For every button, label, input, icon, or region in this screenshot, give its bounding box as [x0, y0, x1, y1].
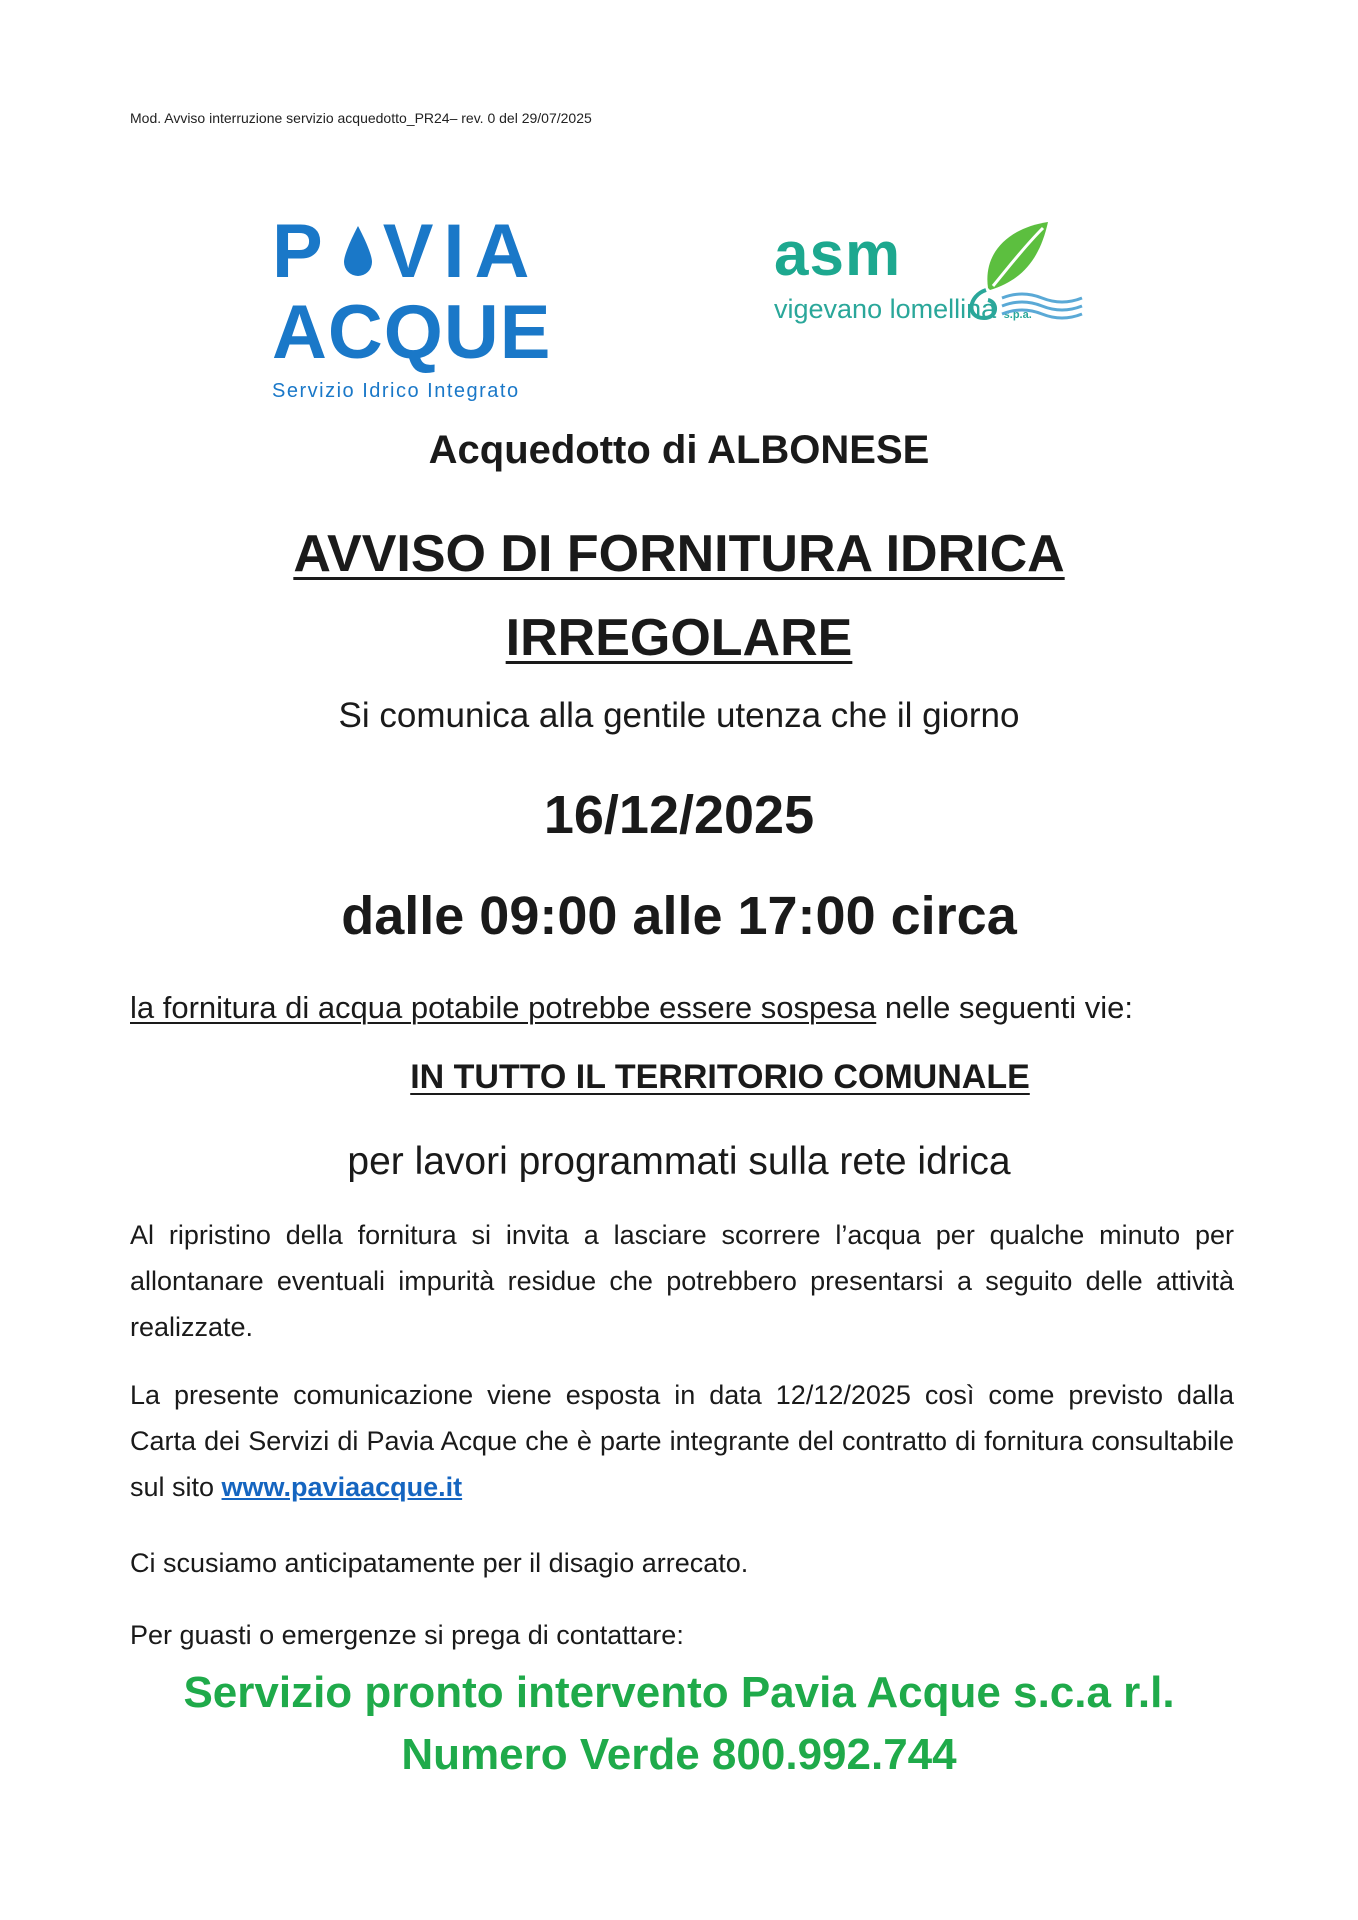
affected-area — [0, 1058, 1358, 1097]
interruption-time: dalle 09:00 alle 17:00 circa — [341, 886, 1017, 946]
toll-free-number: Numero Verde 800.992.744 — [401, 1730, 957, 1779]
asm-wordmark: asm — [774, 220, 902, 289]
exposure-paragraph — [130, 1372, 1234, 1510]
intro-text: Si comunica alla gentile utenza che il giorno — [338, 696, 1020, 735]
apology-text: Ci scusiamo anticipatamente per il disagio arrecato. — [130, 1548, 749, 1578]
affected-area-text: IN TUTTO IL TERRITORIO COMUNALE — [410, 1058, 1030, 1096]
contact-intro: Per guasti o emergenze si prega di contattare: — [130, 1620, 684, 1650]
asm-subtitle-text: vigevano lomellina — [774, 294, 997, 324]
emergency-service: Servizio pronto intervento Pavia Acque s.c.a r.l. — [183, 1668, 1175, 1717]
pavia-acque-logo — [272, 209, 562, 403]
logo-word-p: P — [272, 209, 333, 294]
website-link[interactable]: www.paviaacque.it — [221, 1472, 463, 1502]
logo-word-via: VIA — [382, 209, 540, 294]
supply-underlined: la fornitura di acqua potabile potrebbe essere sospesa — [130, 990, 877, 1025]
restore-paragraph: Al ripristino della fornitura si invita a lasciare scorrere l’acqua per qualche minuto per allontanare eventuali impurità residue che potrebbero presentarsi a seguito delle attività realizzate. — [130, 1220, 1234, 1342]
title-line-1: AVVISO DI FORNITURA IDRICA — [293, 525, 1065, 583]
aqueduct-name: Acquedotto di ALBONESE — [428, 428, 930, 472]
water-drop-icon — [341, 224, 375, 280]
model-revision-line: Mod. Avviso interruzione servizio acquedotto_PR24– rev. 0 del 29/07/2025 — [130, 110, 592, 126]
title-line-2: IRREGOLARE — [505, 609, 853, 667]
works-reason: per lavori programmati sulla rete idrica — [347, 1140, 1011, 1183]
interruption-date: 16/12/2025 — [543, 785, 815, 845]
logo-subtitle: Servizio Idrico Integrato — [272, 380, 520, 402]
leaf-wave-icon — [948, 218, 1088, 328]
logo-word-acque: ACQUE — [272, 290, 552, 375]
supply-notice — [130, 990, 1133, 1026]
asm-suffix: s.p.a. — [1003, 309, 1032, 321]
notice-title — [0, 512, 1358, 680]
supply-rest: nelle seguenti vie: — [876, 990, 1133, 1025]
exposure-text: La presente comunicazione viene esposta in data 12/12/2025 così come previsto dalla Carta dei Servizi di Pavia Acque che è parte integrante del contratto di fornitura consultabile sul sito — [130, 1380, 1234, 1502]
